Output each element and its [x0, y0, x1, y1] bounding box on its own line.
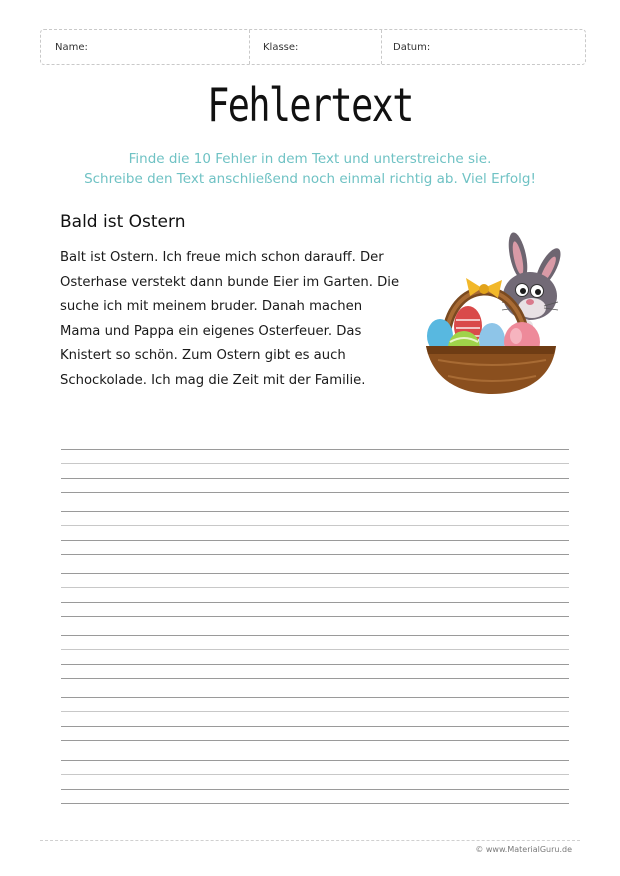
story-text — [60, 246, 420, 394]
page-title: Fehlertext — [207, 78, 413, 132]
header-box — [40, 29, 586, 65]
writing-lines[interactable] — [61, 760, 569, 804]
story-line: Schockolade. Ich mag die Zeit mit der Familie. — [60, 372, 366, 388]
footer-divider — [40, 840, 580, 841]
writing-lines[interactable] — [61, 635, 569, 679]
easter-bunny-basket-icon — [418, 228, 568, 398]
header-divider — [381, 30, 382, 64]
story-line: suche ich mit meinem bruder. Danah machen — [60, 299, 363, 315]
writing-lines[interactable] — [61, 511, 569, 555]
story-line: Osterhase verstekt dann bunde Eier im Garten. Die — [60, 274, 400, 290]
story-line: Knistert so schön. Zum Ostern gibt es auch — [60, 348, 346, 364]
header-divider — [249, 30, 250, 64]
writing-lines[interactable] — [61, 573, 569, 617]
story-line: Mama und Pappa ein eigenes Osterfeuer. Das — [60, 323, 362, 339]
writing-lines[interactable] — [61, 449, 569, 493]
footer-credit: © www.MaterialGuru.de — [475, 845, 572, 854]
class-label: Klasse: — [263, 42, 299, 53]
date-label: Datum: — [393, 42, 431, 53]
story-line: Balt ist Ostern. Ich freue mich schon darauff. Der — [60, 250, 384, 265]
writing-lines[interactable] — [61, 697, 569, 741]
instruction-line-2: Schreibe den Text anschließend noch einmal richtig ab. Viel Erfolg! — [84, 171, 536, 187]
instructions — [0, 149, 620, 189]
name-label: Name: — [55, 42, 88, 53]
instruction-line-1: Finde die 10 Fehler in dem Text und unterstreiche sie. — [128, 151, 492, 167]
story-title: Bald ist Ostern — [60, 212, 186, 232]
